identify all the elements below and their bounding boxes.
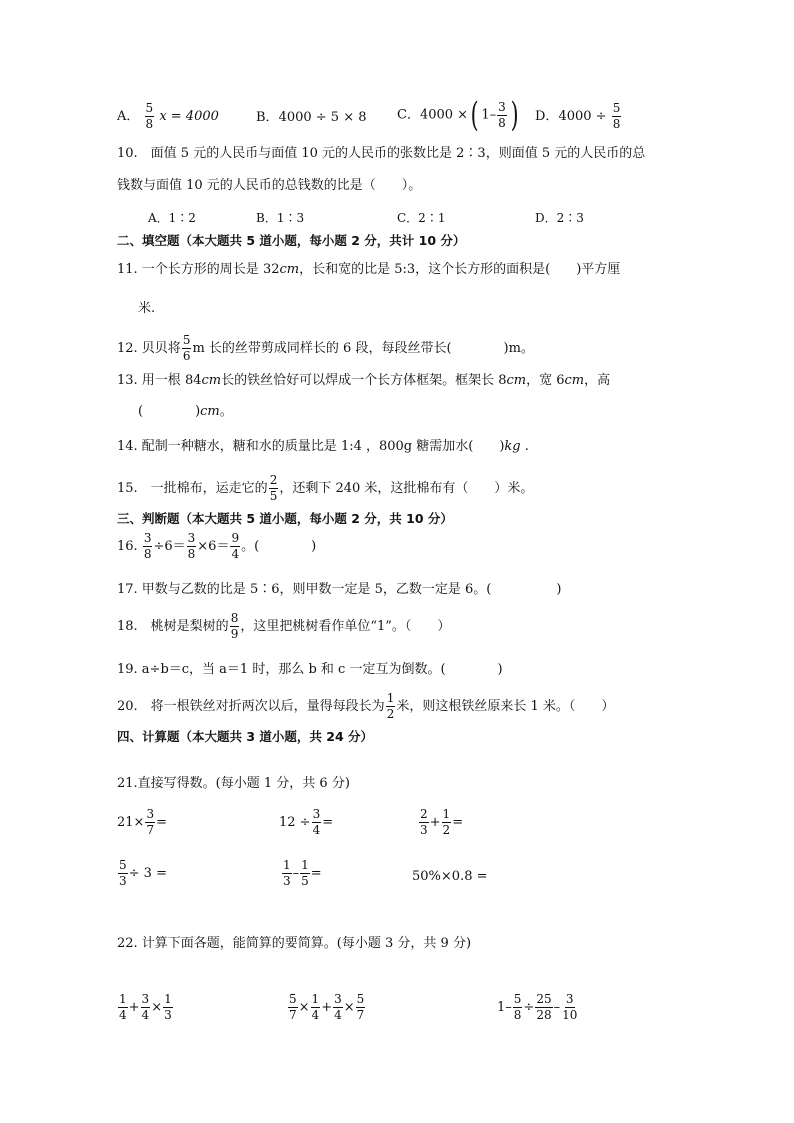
- denominator: 7: [146, 823, 155, 837]
- numerator: 5: [182, 333, 191, 347]
- unit: cm: [564, 373, 585, 388]
- operator: –: [292, 866, 300, 881]
- fraction: [118, 993, 128, 1022]
- fraction: [282, 859, 292, 888]
- q10-option-c: C．2∶1: [397, 211, 446, 225]
- unit: cm: [201, 373, 222, 388]
- numerator: 1: [301, 858, 309, 872]
- fraction: [333, 993, 343, 1022]
- fraction: [386, 692, 396, 721]
- operator: =: [322, 815, 334, 830]
- numerator: 1: [164, 992, 172, 1006]
- q10-option-b: B．1∶3: [256, 211, 305, 225]
- fraction: [187, 532, 197, 561]
- denominator: 6: [182, 349, 191, 363]
- operator: +: [128, 1000, 140, 1015]
- numerator: 1: [119, 992, 127, 1006]
- numerator: 3: [565, 992, 574, 1006]
- q21-expr-1: [117, 808, 167, 837]
- denominator: 4: [119, 1008, 127, 1022]
- numerator: 3: [146, 807, 155, 821]
- fraction: [118, 859, 128, 888]
- left-paren: (: [470, 95, 479, 135]
- numerator: 5: [289, 992, 297, 1006]
- q10-option-a: A．1∶2: [148, 211, 196, 225]
- section-heading-fill-blank: 二、填空题（本大题共 5 道小题，每小题 2 分，共计 10 分）: [117, 233, 466, 248]
- q15-text: ，还剩下 240 米，这批棉布有（ ）米。: [279, 481, 534, 496]
- q13-text: 。: [219, 404, 233, 419]
- denominator: 9: [230, 627, 239, 641]
- q20: [117, 692, 614, 721]
- operator: +: [321, 1000, 333, 1015]
- right-paren: ): [510, 95, 519, 135]
- option-label: B．: [256, 110, 279, 125]
- denominator: 7: [356, 1008, 365, 1022]
- denominator: 8: [513, 1008, 522, 1022]
- option-text: 4000 ×: [419, 107, 469, 123]
- denominator: 4: [311, 1008, 320, 1022]
- operator: =: [452, 815, 464, 830]
- unit: cm: [506, 373, 527, 388]
- q12: [117, 334, 534, 363]
- numerator: 1: [283, 858, 291, 872]
- operator: +: [429, 815, 441, 830]
- numerator: 8: [230, 611, 239, 625]
- option-label: D．: [535, 109, 559, 124]
- unit: cm: [279, 262, 300, 277]
- denominator: 4: [312, 823, 321, 837]
- q16: [117, 532, 316, 561]
- operator: ×: [151, 1000, 163, 1015]
- q22-expr-3: [497, 993, 579, 1022]
- option-label: C．: [397, 107, 420, 123]
- option-d: [535, 102, 622, 131]
- denominator: 3: [119, 874, 127, 888]
- fraction: [442, 808, 452, 837]
- fraction: [311, 993, 321, 1022]
- numerator: 5: [356, 992, 365, 1006]
- denominator: 3: [283, 874, 291, 888]
- operator: ÷6＝: [153, 539, 186, 554]
- q22-expr-2: [287, 993, 366, 1022]
- numerator: 3: [187, 531, 196, 545]
- option-text: x = 4000: [159, 109, 219, 124]
- operator: ÷ 3 =: [128, 866, 167, 881]
- denominator: 8: [187, 547, 196, 561]
- fraction: [143, 532, 153, 561]
- q13-text: ，高: [584, 373, 611, 388]
- option-b: [256, 110, 367, 126]
- q13-line2: [138, 404, 233, 420]
- q21-expr-3: [418, 808, 463, 837]
- numerator: 3: [141, 992, 150, 1006]
- numerator: 5: [513, 992, 522, 1006]
- q11-text: 11. 一个长方形的周长是 32: [117, 262, 280, 277]
- operator: –: [553, 1000, 561, 1015]
- option-text: 1–: [481, 107, 497, 123]
- q12-text: 12. 贝贝将: [117, 341, 181, 356]
- q10-line2: 钱数与面值 10 元的人民币的总钱数的比是（ ）。: [117, 178, 422, 193]
- q21-expr-5: [281, 859, 322, 888]
- fraction: [230, 612, 240, 641]
- fraction: [141, 993, 151, 1022]
- operand: 21×: [117, 815, 145, 830]
- fraction: [163, 993, 173, 1022]
- denominator: 4: [141, 1008, 150, 1022]
- fraction: [288, 993, 298, 1022]
- numerator: 3: [143, 531, 152, 545]
- q20-text: 20. 将一根铁丝对折两次以后，量得每段长为: [117, 699, 385, 714]
- numerator: 3: [312, 807, 321, 821]
- operator: ×: [298, 1000, 310, 1015]
- q20-text: 米，则这根铁丝原来长 1 米。（ ）: [396, 699, 615, 714]
- denominator: 4: [231, 547, 240, 561]
- q21-title: 21.直接写得数。(每小题 1 分，共 6 分): [117, 776, 350, 791]
- q19: 19. a÷b＝c，当 a＝1 时，那么 b 和 c 一定互为倒数。( ): [117, 662, 503, 677]
- answer-blank[interactable]: ( ): [138, 404, 201, 419]
- option-c: [397, 95, 521, 135]
- numerator: 5: [119, 858, 127, 872]
- operator: ÷: [523, 1000, 535, 1015]
- fraction: [497, 101, 507, 130]
- q22-title: 22. 计算下面各题，能简算的要简算。(每小题 3 分，共 9 分): [117, 936, 472, 951]
- denominator: 3: [164, 1008, 172, 1022]
- operand: 12 ÷: [279, 815, 311, 830]
- denominator: 8: [143, 547, 152, 561]
- numerator: 5: [145, 101, 154, 115]
- option-a: [117, 101, 219, 131]
- fraction: [230, 532, 240, 561]
- option-label: A．: [117, 109, 140, 124]
- denominator: 2: [442, 823, 451, 837]
- operator: =: [156, 815, 167, 830]
- operator: ×: [343, 1000, 355, 1015]
- fraction: [145, 808, 155, 837]
- fraction: [419, 808, 429, 837]
- q14-text: 14. 配制一种糖水，糖和水的质量比是 1:4 ，800g 糖需加水( ): [117, 439, 505, 454]
- q14-text: .: [520, 439, 529, 454]
- denominator: 8: [612, 117, 621, 131]
- fraction: [561, 993, 578, 1022]
- operator: ×6＝: [197, 539, 230, 554]
- q15: [117, 474, 533, 503]
- numerator: 3: [334, 992, 342, 1006]
- fraction: [535, 993, 552, 1022]
- q18-text: 18. 桃树是梨树的: [117, 619, 229, 634]
- numerator: 5: [612, 101, 621, 115]
- denominator: 8: [145, 117, 154, 131]
- q10-line1: 10. 面值 5 元的人民币与面值 10 元的人民币的张数比是 2∶3，则面值 5 元的人民币的总: [117, 146, 646, 161]
- q11-text: ，长和宽的比是 5:3，这个长方形的面积是( )平方厘: [299, 262, 621, 277]
- operator: =: [310, 866, 322, 881]
- q12-text: m 长的丝带剪成同样长的 6 段，每段丝带长( )m。: [192, 341, 534, 356]
- unit: kg: [504, 439, 521, 454]
- numerator: 1: [442, 807, 451, 821]
- section-heading-true-false: 三、判断题（本大题共 5 道小题，每小题 2 分，共 10 分）: [117, 511, 453, 526]
- q13-line1: [117, 373, 610, 389]
- numerator: 2: [269, 473, 278, 487]
- q21-expr-2: [279, 808, 333, 837]
- option-text: 4000 ÷: [558, 109, 607, 124]
- denominator: 3: [420, 823, 428, 837]
- fraction: [145, 102, 155, 131]
- q9-options: [117, 102, 219, 131]
- q18: [117, 612, 450, 641]
- q18-text: ，这里把桃树看作单位“1”。（ ）: [240, 619, 451, 634]
- q11-line1: [117, 262, 620, 278]
- operand: 1–: [497, 1000, 512, 1015]
- denominator: 4: [334, 1008, 342, 1022]
- denominator: 8: [498, 115, 506, 130]
- denominator: 5: [269, 489, 278, 503]
- q13-text: 长的铁丝恰好可以焊成一个长方体框架。框架长 8: [221, 373, 507, 388]
- q16-text: 。( ): [241, 539, 317, 554]
- fraction: [300, 859, 310, 888]
- q15-text: 15. 一批棉布，运走它的: [117, 481, 268, 496]
- q21-expr-4: [117, 859, 167, 888]
- denominator: 7: [289, 1008, 297, 1022]
- denominator: 28: [536, 1008, 552, 1022]
- numerator: 2: [420, 807, 428, 821]
- numerator: 25: [536, 992, 552, 1006]
- q10-option-d: D．2∶3: [535, 211, 584, 225]
- numerator: 3: [498, 99, 506, 114]
- option-text: 4000 ÷ 5 × 8: [278, 110, 367, 125]
- fraction: [312, 808, 322, 837]
- denominator: 5: [301, 874, 309, 888]
- denominator: 10: [562, 1008, 578, 1022]
- q16-number: 16.: [117, 539, 138, 554]
- q13-text: ，宽 6: [526, 373, 565, 388]
- numerator: 1: [386, 691, 395, 705]
- q14: [117, 439, 529, 455]
- q11-line2: 米.: [138, 301, 156, 316]
- q22-expr-1: [117, 993, 174, 1022]
- section-heading-calculation: 四、计算题（本大题共 3 道小题，共 24 分）: [117, 729, 374, 744]
- denominator: 2: [386, 707, 395, 721]
- q21-expr-6: 50%×0.8 =: [412, 869, 488, 884]
- fraction: [513, 993, 523, 1022]
- fraction: [182, 334, 192, 363]
- fraction: [356, 993, 366, 1022]
- numerator: 1: [311, 992, 320, 1006]
- unit: cm: [200, 404, 220, 419]
- q17: 17. 甲数与乙数的比是 5∶6，则甲数一定是 5，乙数一定是 6。( ): [117, 582, 562, 597]
- fraction: [612, 102, 622, 131]
- fraction: [269, 474, 279, 503]
- q13-text: 13. 用一根 84: [117, 373, 202, 388]
- numerator: 9: [231, 531, 240, 545]
